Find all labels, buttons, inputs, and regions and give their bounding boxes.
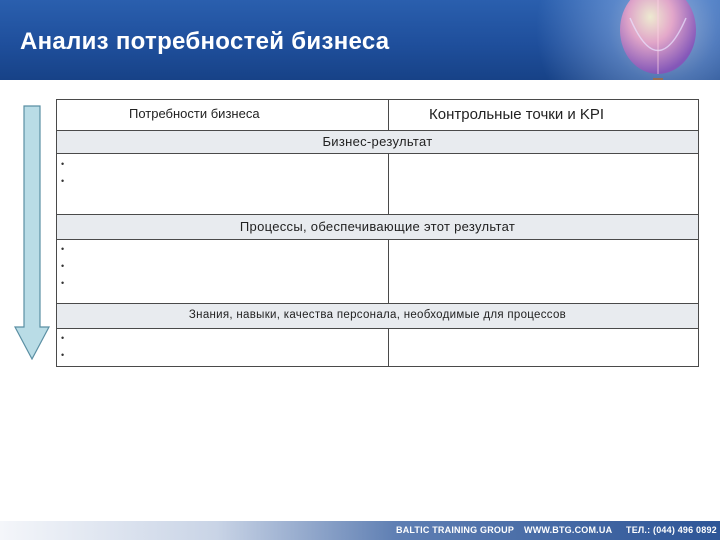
section-content-business-result	[57, 154, 698, 214]
slide-footer	[0, 521, 720, 540]
slide-header	[0, 0, 720, 80]
header-divider	[388, 100, 389, 130]
section-title: Бизнес-результат	[322, 134, 433, 149]
section-content-processes	[57, 240, 698, 303]
footer-phone: ТЕЛ.: (044) 496 0892	[626, 525, 717, 535]
list-item: •	[61, 159, 65, 169]
section-title: Знания, навыки, качества персонала, необходимые для процессов	[188, 309, 567, 321]
section-band-business-result	[57, 131, 698, 153]
bullet-list	[61, 156, 64, 190]
column-divider	[388, 154, 389, 214]
down-arrow-icon	[14, 105, 50, 360]
section-title: Процессы, обеспечивающие этот результат	[239, 219, 516, 234]
list-item: •	[61, 333, 65, 343]
bullet-list	[61, 241, 64, 292]
section-band-skills	[57, 304, 698, 328]
column-divider	[388, 240, 389, 303]
section-content-skills	[57, 329, 698, 366]
list-item: •	[61, 278, 65, 288]
footer-website: WWW.BTG.COM.UA	[524, 525, 613, 535]
table-header-row	[57, 100, 698, 130]
column-divider	[388, 329, 389, 366]
section-band-processes	[57, 215, 698, 239]
needs-analysis-table	[56, 99, 699, 367]
page-title: Анализ потребностей бизнеса	[20, 28, 390, 55]
footer-company: BALTIC TRAINING GROUP	[396, 525, 515, 535]
bullet-list	[61, 330, 64, 364]
list-item: •	[61, 176, 65, 186]
list-item: •	[61, 350, 65, 360]
header-business-needs: Потребности бизнеса	[129, 106, 260, 121]
list-item: •	[61, 244, 65, 254]
hot-air-balloon-icon	[600, 0, 710, 80]
list-item: •	[61, 261, 65, 271]
header-kpi: Контрольные точки и KPI	[429, 106, 605, 123]
